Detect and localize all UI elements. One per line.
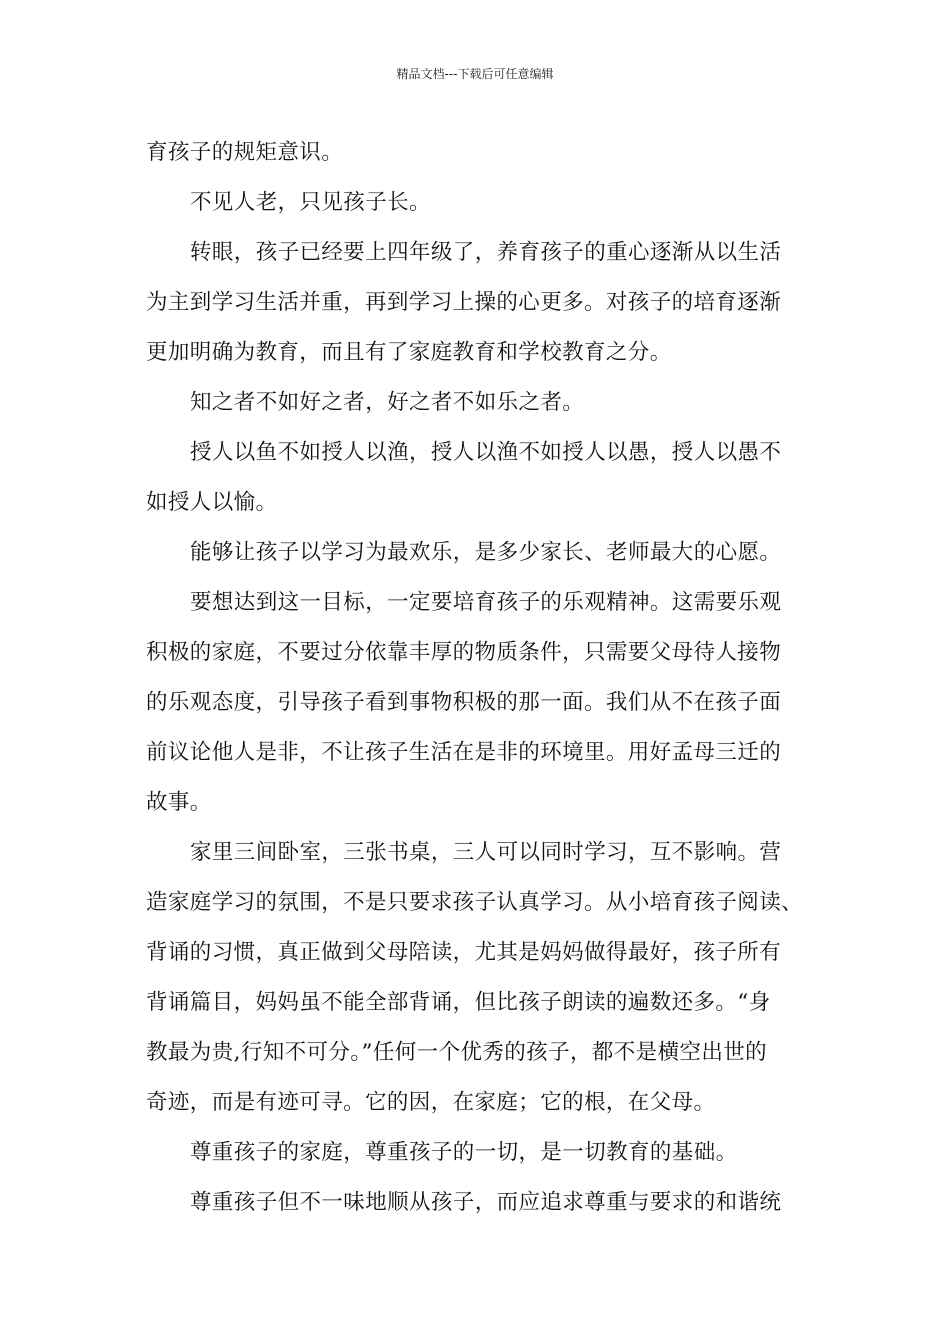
text-line: 的乐观态度，引导孩子看到事物积极的那一面。我们从不在孩子面 — [146, 690, 782, 715]
paragraph-first-line: 授人以鱼不如授人以渔，授人以渔不如授人以愚，授人以愚不 — [190, 440, 782, 465]
text-line: 前议论他人是非，不让孩子生活在是非的环境里。用好孟母三迁的 — [146, 740, 782, 765]
text-line: 教最为贵,行知不可分。”任何一个优秀的孩子，都不是横空出世的 — [146, 1040, 768, 1065]
paragraph-first-line: 知之者不如好之者，好之者不如乐之者。 — [190, 390, 585, 415]
text-line: 奇迹，而是有迹可寻。它的因，在家庭；它的根，在父母。 — [146, 1090, 716, 1115]
text-line: 为主到学习生活并重，再到学习上操的心更多。对孩子的培育逐渐 — [146, 290, 782, 315]
paragraph-first-line: 不见人老，只见孩子长。 — [190, 190, 431, 215]
paragraph-first-line: 尊重孩子的家庭，尊重孩子的一切，是一切教育的基础。 — [190, 1140, 738, 1165]
paragraph-first-line: 尊重孩子但不一味地顺从孩子，而应追求尊重与要求的和谐统 — [190, 1190, 782, 1215]
paragraph-first-line: 能够让孩子以学习为最欢乐，是多少家长、老师最大的心愿。 — [190, 540, 782, 565]
paragraph-first-line: 家里三间卧室，三张书桌，三人可以同时学习，互不影响。营 — [190, 840, 782, 865]
text-line: 如授人以愉。 — [146, 490, 278, 515]
text-line: 背诵篇目，妈妈虽不能全部背诵，但比孩子朗读的遍数还多。“身 — [146, 990, 771, 1015]
paragraph-first-line: 要想达到这一目标，一定要培育孩子的乐观精神。这需要乐观 — [190, 590, 782, 615]
text-line: 背诵的习惯，真正做到父母陪读，尤其是妈妈做得最好，孩子所有 — [146, 940, 782, 965]
text-line: 故事。 — [146, 790, 212, 815]
text-line: 育孩子的规矩意识。 — [146, 140, 344, 165]
text-line: 积极的家庭，不要过分依靠丰厚的物质条件，只需要父母待人接物 — [146, 640, 782, 665]
document-body — [146, 128, 810, 1228]
text-line: 造家庭学习的氛围，不是只要求孩子认真学习。从小培育孩子阅读、 — [146, 890, 804, 915]
page-header: 精品文档---下载后可任意编辑 — [396, 67, 554, 81]
paragraph-first-line: 转眼，孩子已经要上四年级了，养育孩子的重心逐渐从以生活 — [190, 240, 782, 265]
text-line: 更加明确为教育，而且有了家庭教育和学校教育之分。 — [146, 340, 672, 365]
